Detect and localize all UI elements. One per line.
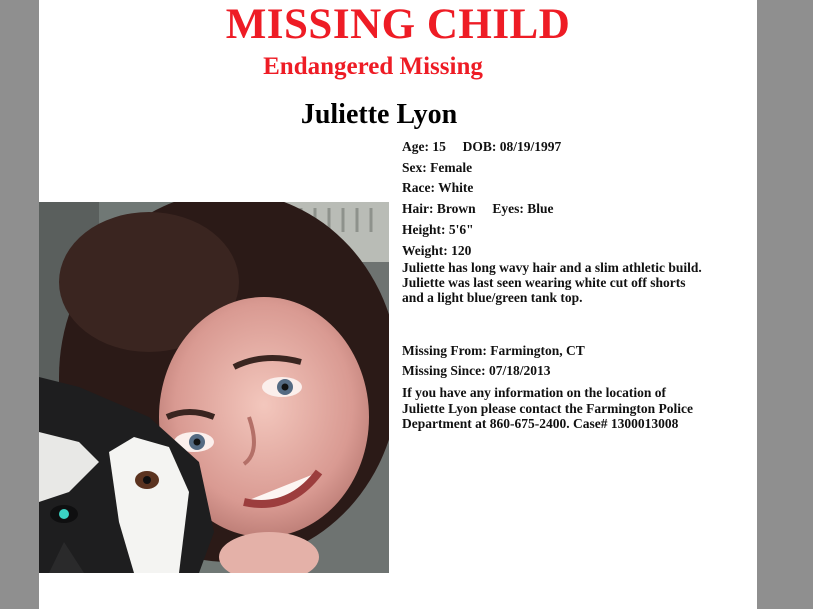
contact-line-3: Department at 860-675-2400. Case# 1300013008 (402, 415, 679, 431)
eyes-value: Eyes: Blue (492, 201, 554, 217)
photo-illustration (39, 202, 389, 573)
poster-page (39, 0, 757, 609)
description-line-1: Juliette has long wavy hair and a slim athletic build. (402, 259, 702, 275)
hair-value: Hair: Brown (402, 201, 476, 217)
weight-line: Weight: 120 (402, 242, 472, 258)
missing-from-line: Missing From: Farmington, CT (402, 342, 585, 358)
missing-since-line: Missing Since: 07/18/2013 (402, 363, 551, 379)
height-line: Height: 5'6" (402, 221, 474, 237)
race-line: Race: White (402, 180, 474, 196)
child-photo (39, 202, 389, 573)
description-line-3: and a light blue/green tank top. (402, 290, 583, 306)
headline: MISSING CHILD (225, 1, 571, 48)
details-block (402, 137, 752, 431)
contact-line-1: If you have any information on the location of (402, 385, 667, 401)
dob-label: DOB: (462, 139, 497, 154)
age-dob-line (402, 137, 752, 158)
dob-value: 08/19/1997 (499, 139, 562, 154)
subheadline: Endangered Missing (263, 53, 483, 80)
child-name: Juliette Lyon (300, 99, 458, 130)
hair-eyes-line (402, 199, 752, 220)
description-line-2: Juliette was last seen wearing white cut off shorts (402, 274, 686, 290)
right-gray-margin (757, 0, 813, 609)
contact-line-2: Juliette Lyon please contact the Farmington Police (402, 400, 693, 416)
age-value: 15 (432, 139, 446, 154)
sex-line: Sex: Female (402, 159, 473, 175)
spacer (402, 306, 752, 341)
age-label: Age: (402, 139, 429, 154)
left-gray-margin (0, 0, 39, 609)
